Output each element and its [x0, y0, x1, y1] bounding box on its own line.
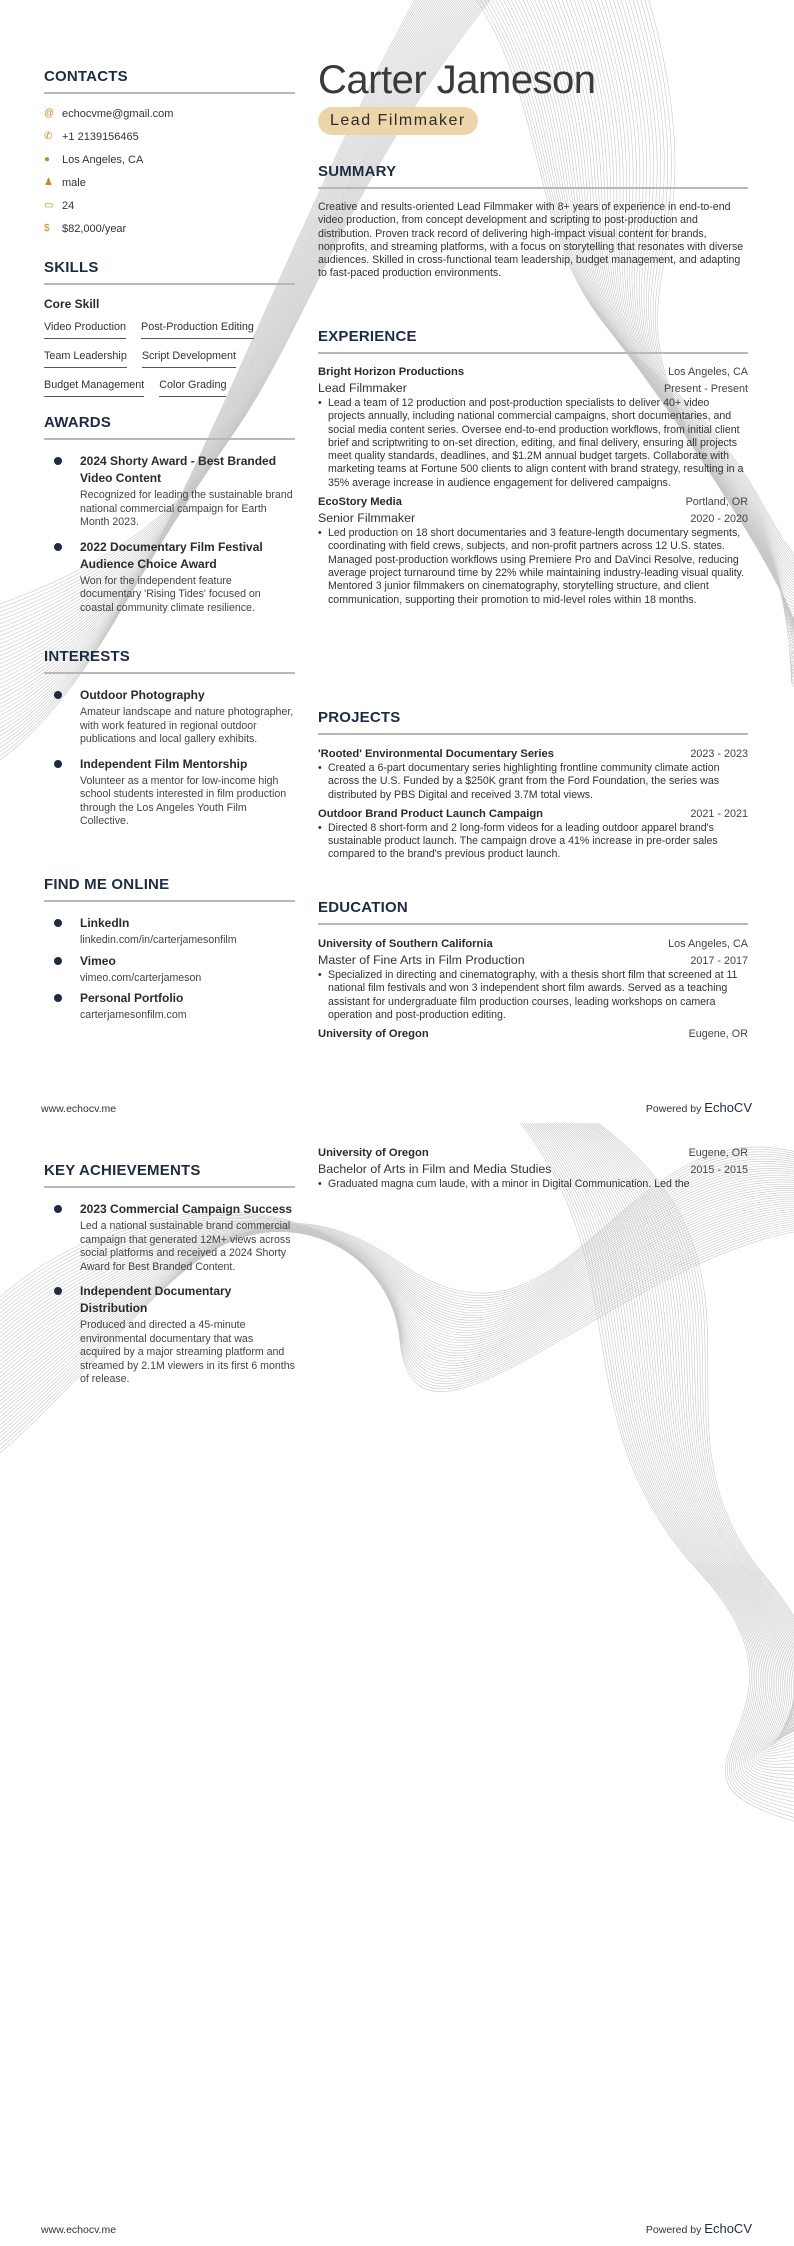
- job-dates: 2020 - 2020: [690, 513, 748, 526]
- award-desc: Recognized for leading the sustainable brand national commercial campaign for Earth Month 2023.: [80, 489, 293, 528]
- wave-line: [532, 1123, 794, 1799]
- degree: Bachelor of Arts in Film and Media Studies: [318, 1162, 552, 1176]
- bullet-icon: •: [318, 397, 322, 409]
- bullet-dot-icon: [54, 1287, 62, 1295]
- wave-line: [552, 1123, 794, 1761]
- interests-section: [44, 648, 295, 838]
- job-role: Lead Filmmaker: [318, 381, 407, 395]
- company-location: Portland, OR: [685, 496, 748, 509]
- achievements-heading: KEY ACHIEVEMENTS: [44, 1162, 295, 1188]
- wave-line: [530, 1123, 794, 1803]
- education-heading: EDUCATION: [318, 899, 748, 925]
- achievement-desc: Led a national sustainable brand commercial campaign that generated 12M+ views across social platforms and received a 2024 Shorty Award for Best Branded Content.: [80, 1220, 291, 1273]
- experience-section: [318, 328, 748, 607]
- footer-site-link[interactable]: www.echocv.me: [41, 1103, 117, 1115]
- summary-text: Creative and results-oriented Lead Filmmaker with 8+ years of experience in end-to-end video production, from concept development and scripting to post-production and distribution. Proven track record of delivering high-impact visual content for brands, nonprofits, and streaming platforms, with a focus on storytelling that resonates with diverse audiences. Skilled in cross-functional team leadership, budget management, and adapting to fast-paced production environments.: [318, 201, 744, 280]
- bullet-dot-icon: [54, 691, 62, 699]
- project-item: [318, 748, 748, 802]
- interest-title: Outdoor Photography: [80, 688, 205, 702]
- wave-line: [564, 1123, 794, 1747]
- contact-email[interactable]: [44, 102, 295, 125]
- achievements-section: [44, 1162, 295, 1396]
- skills-heading: SKILLS: [44, 259, 295, 285]
- phone-icon: ✆: [44, 131, 53, 142]
- projects-heading: PROJECTS: [318, 709, 748, 735]
- wave-line: [578, 1123, 794, 1736]
- interest-desc: Volunteer as a mentor for low-income high school students interested in film production through the Los Angeles Youth Film Collective.: [80, 774, 287, 827]
- online-title: LinkedIn: [80, 916, 130, 930]
- bullet-dot-icon: [54, 919, 62, 927]
- experience-heading: EXPERIENCE: [318, 328, 748, 354]
- award-title: 2022 Documentary Film Festival Audience Choice Award: [80, 539, 263, 571]
- wave-line: [592, 1123, 794, 1727]
- project-name: 'Rooted' Environmental Documentary Series: [318, 748, 554, 760]
- wave-line: [574, 1123, 794, 1739]
- wave-line: [524, 1123, 794, 1815]
- contact-text: echocvme@gmail.com: [62, 107, 174, 120]
- skill-tag: Post-Production Editing: [141, 321, 254, 339]
- at-icon: @: [44, 108, 55, 119]
- education-description: Specialized in directing and cinematography, with a thesis short film that screened at 11 national film festivals and won 3 independent short film awards. Served as a teaching assistant for undergraduate film production courses, leading workshops on camera operation and post-production editing.: [328, 969, 738, 1021]
- wave-line: [582, 1123, 794, 1733]
- contact-age: [44, 194, 295, 217]
- wave-line: [538, 1123, 794, 1787]
- bullet-icon: •: [318, 762, 322, 774]
- school-name: University of Southern California: [318, 938, 493, 950]
- wave-line: [568, 1123, 794, 1743]
- education-section: [318, 899, 748, 1049]
- online-title: Personal Portfolio: [80, 991, 184, 1005]
- project-dates: 2023 - 2023: [690, 748, 748, 760]
- contact-location: [44, 148, 295, 171]
- online-link[interactable]: carterjamesonfilm.com: [80, 1009, 187, 1021]
- bullet-dot-icon: [54, 543, 62, 551]
- wave-line: [550, 1123, 794, 1764]
- job-description: Lead a team of 12 production and post-production specialists to deliver 40+ video projects annually, including national commercial campaigns, short documentaries, and social media content series. Oversee end-to-end production workflows, from initial client brief and scriptwriting to on-set direction, editing, and final delivery, ensuring all projects meet quality standards, deadlines, and $1.2M annual budget targets. Collaborate with marketing teams at Fortune 500 clients to align content with brand strategy, resulting in a 35% average increase in audience engagement for delivered campaigns.: [328, 397, 744, 489]
- education-dates: 2017 - 2017: [690, 955, 748, 967]
- wave-line: [588, 1123, 794, 1729]
- echocv-brand: EchoCV: [704, 2221, 752, 2236]
- online-item[interactable]: [44, 953, 295, 986]
- resume-page-2: [0, 1123, 794, 2246]
- online-item[interactable]: [44, 915, 295, 948]
- wave-line: [556, 1123, 794, 1756]
- bullet-icon: •: [318, 1178, 322, 1190]
- award-title: 2024 Shorty Award - Best Branded Video Content: [80, 454, 277, 485]
- project-name: Outdoor Brand Product Launch Campaign: [318, 807, 543, 820]
- person-icon: ♟: [44, 177, 53, 188]
- job-dates: Present - Present: [663, 383, 748, 395]
- award-desc: Won for the independent feature documentary 'Rising Tides' focused on coastal community climate resilience.: [80, 574, 261, 614]
- bullet-icon: •: [318, 821, 322, 834]
- bullet-dot-icon: [54, 760, 62, 768]
- school-location: Los Angeles, CA: [668, 938, 748, 950]
- wave-line: [536, 1123, 794, 1791]
- achievement-title: 2023 Commercial Campaign Success: [80, 1202, 293, 1216]
- wave-line: [586, 1123, 794, 1730]
- wave-line: [580, 1123, 794, 1734]
- summary-section: [318, 163, 748, 281]
- wave-line: [548, 1123, 794, 1767]
- location-pin-icon: ●: [44, 154, 51, 165]
- footer-site-link[interactable]: www.echocv.me: [41, 2224, 117, 2236]
- dollar-coin-icon: $: [44, 223, 50, 234]
- contact-salary: [44, 217, 295, 240]
- contact-text: male: [62, 176, 86, 189]
- school-name: University of Oregon: [318, 1028, 429, 1041]
- skill-tag: Color Grading: [159, 379, 226, 397]
- degree: Master of Fine Arts in Film Production: [318, 953, 525, 967]
- project-dates: 2021 - 2021: [690, 807, 748, 820]
- powered-by-text: Powered by: [645, 1103, 702, 1115]
- contacts-heading: CONTACTS: [44, 68, 295, 94]
- project-item: [318, 808, 748, 862]
- interest-title: Independent Film Mentorship: [80, 756, 248, 771]
- school-location: Eugene, OR: [688, 1147, 748, 1159]
- skill-tag: Budget Management: [44, 379, 144, 397]
- education-continued: [318, 1147, 748, 1207]
- footer-powered-by[interactable]: [646, 1100, 752, 1115]
- wave-line: [520, 1123, 794, 1823]
- wave-line: [594, 1123, 794, 1726]
- online-link[interactable]: linkedin.com/in/carterjamesonfilm: [80, 934, 237, 946]
- skill-tag: Team Leadership: [44, 350, 127, 368]
- company-name: EcoStory Media: [318, 496, 402, 509]
- echocv-brand: EchoCV: [704, 1100, 752, 1115]
- wave-line: [570, 1123, 794, 1742]
- online-section: [44, 876, 295, 1028]
- contact-text: +1 2139156465: [62, 130, 139, 143]
- footer-powered-by[interactable]: [646, 2221, 752, 2236]
- contact-phone[interactable]: [44, 125, 295, 148]
- interests-heading: INTERESTS: [44, 648, 295, 674]
- interest-desc: Amateur landscape and nature photographer, with work featured in regional outdoor publications and local gallery exhibits.: [80, 706, 294, 745]
- online-title: Vimeo: [80, 953, 116, 968]
- bullet-dot-icon: [54, 457, 62, 465]
- contact-gender: [44, 171, 295, 194]
- skills-section: [44, 259, 295, 404]
- wave-line: [522, 1123, 794, 1819]
- achievement-title: Independent Documentary Distribution: [80, 1284, 232, 1315]
- job-description: Led production on 18 short documentaries and 3 feature-length documentary segments, coordinating with field crews, subjects, and non-profit partners across 12 U.S. states. Managed post-production workflows using Premiere Pro and DaVinci Resolve, reducing average project turnaround time by 22% while maintaining industry-leading visual quality. Mentored 3 junior filmmakers on cinematography, storytelling structure, and client communication, supporting their promotion to mid-level roles within 18 months.: [328, 527, 745, 606]
- awards-heading: AWARDS: [44, 414, 295, 440]
- bullet-dot-icon: [54, 994, 62, 1002]
- company-location: Los Angeles, CA: [668, 366, 748, 378]
- wave-line: [584, 1123, 794, 1731]
- online-heading: FIND ME ONLINE: [44, 876, 295, 902]
- wave-line: [554, 1123, 794, 1759]
- wave-line: [544, 1123, 794, 1775]
- project-description: Created a 6-part documentary series highlighting frontline community climate action across the U.S. Funded by a $250K grant from the Ford Foundation, the series was distributed by PBS Digital and received 3.7M total views.: [328, 762, 720, 801]
- experience-item: [318, 366, 748, 490]
- wave-line: [526, 1123, 794, 1811]
- school-location: Eugene, OR: [688, 1028, 748, 1041]
- achievement-desc: Produced and directed a 45-minute environmental documentary that was acquired by a major streaming platform and streamed by 2.1M viewers in its first 6 months of release.: [80, 1319, 295, 1385]
- award-item: [44, 539, 295, 616]
- wave-line: [558, 1123, 794, 1754]
- summary-heading: SUMMARY: [318, 163, 748, 189]
- school-name: University of Oregon: [318, 1147, 429, 1159]
- skill-group-title: Core Skill: [44, 297, 100, 311]
- job-role: Senior Filmmaker: [318, 511, 416, 526]
- candidate-name: Carter Jameson: [318, 58, 596, 102]
- contacts-section: [44, 68, 295, 240]
- wave-line: [546, 1123, 794, 1771]
- education-dates: 2015 - 2015: [690, 1164, 748, 1176]
- contact-text: 24: [62, 199, 75, 212]
- wave-line: [528, 1123, 794, 1807]
- wave-line: [542, 1123, 794, 1779]
- wave-line: [562, 1123, 794, 1749]
- bullet-icon: •: [318, 969, 322, 981]
- company-name: Bright Horizon Productions: [318, 366, 465, 378]
- projects-section: [318, 709, 748, 862]
- bullet-icon: •: [318, 527, 322, 540]
- project-description: Directed 8 short-form and 2 long-form videos for a leading outdoor apparel brand's sustainable product launch. The campaign drove a 41% increase in pre-order sales compared to the brand's previous product launch.: [328, 821, 718, 861]
- wave-line: [566, 1123, 794, 1745]
- bullet-dot-icon: [54, 1205, 62, 1213]
- contact-text: Los Angeles, CA: [62, 153, 144, 166]
- achievement-item: [44, 1283, 295, 1387]
- wave-line: [560, 1123, 794, 1751]
- contact-text: $82,000/year: [62, 222, 127, 235]
- calendar-icon: ▭: [44, 200, 54, 211]
- award-item: [44, 453, 295, 530]
- education-description: Graduated magna cum laude, with a minor in Digital Communication. Led the: [328, 1178, 690, 1190]
- interest-item: [44, 687, 295, 747]
- experience-item: [318, 496, 748, 607]
- wave-line: [534, 1123, 794, 1795]
- interest-item: [44, 756, 295, 829]
- bullet-dot-icon: [54, 957, 62, 965]
- skill-tag: Script Development: [142, 350, 236, 368]
- wave-line: [590, 1123, 794, 1728]
- wave-line: [598, 1123, 794, 1723]
- awards-section: [44, 414, 295, 624]
- powered-by-text: Powered by: [645, 2224, 702, 2236]
- wave-line: [540, 1123, 794, 1783]
- achievement-item: [44, 1201, 295, 1274]
- skill-tag: Video Production: [44, 321, 126, 339]
- wave-line: [576, 1123, 794, 1737]
- education-item: [318, 938, 748, 1022]
- online-link[interactable]: vimeo.com/carterjameson: [80, 971, 202, 984]
- wave-line: [596, 1123, 794, 1724]
- resume-header: [318, 58, 748, 135]
- online-item[interactable]: [44, 990, 295, 1023]
- job-title-badge: Lead Filmmaker: [318, 107, 478, 135]
- wave-line: [572, 1123, 794, 1740]
